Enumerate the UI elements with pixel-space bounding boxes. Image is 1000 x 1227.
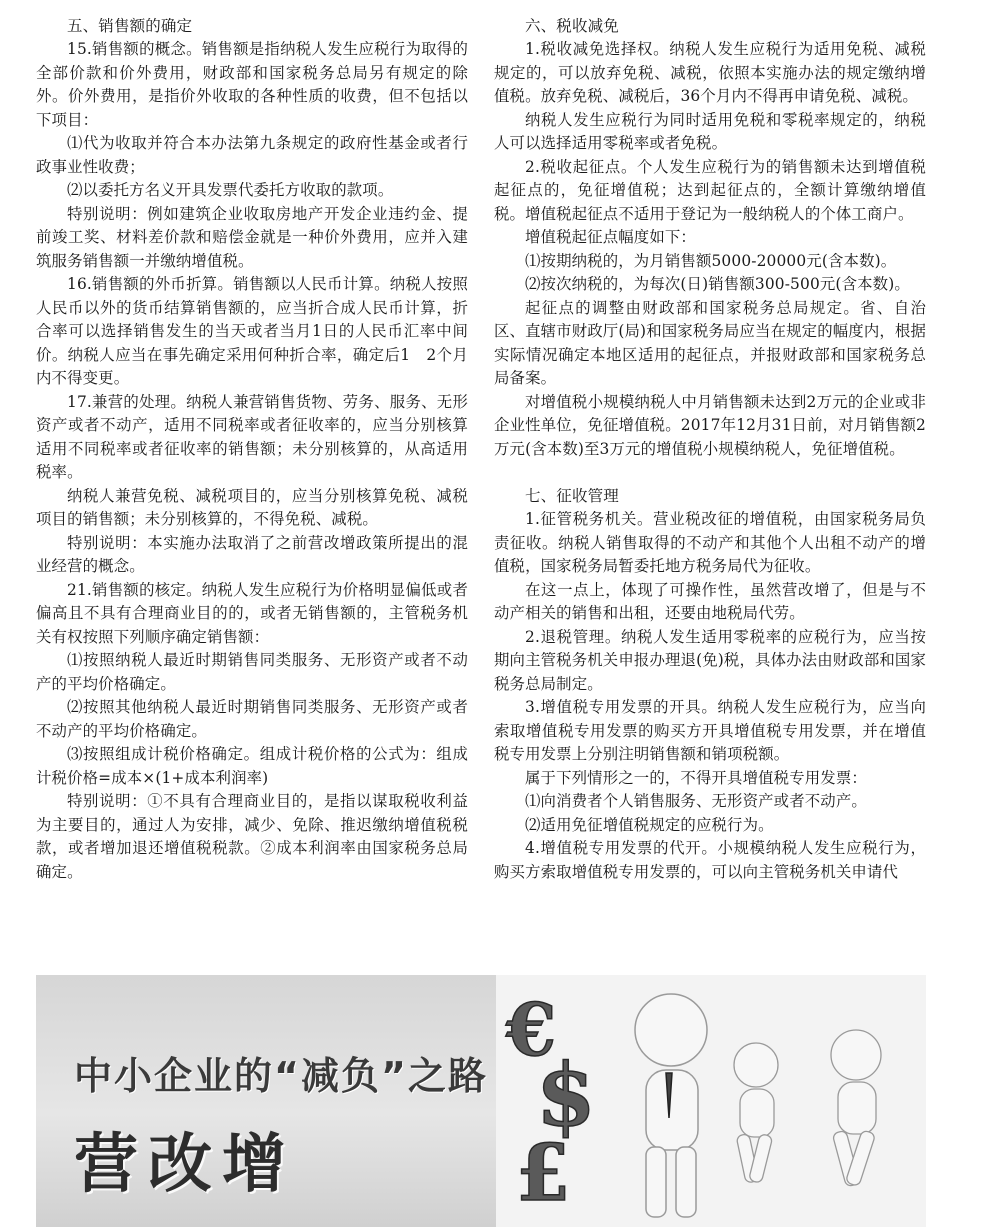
paragraph: 1.征管税务机关。营业税改征的增值税，由国家税务局负责征收。纳税人销售取得的不动产和其他个人出租不动产的增值税，国家税务局暂委托地方税务局代为征收。	[494, 510, 926, 575]
paragraph: 属于下列情形之一的，不得开具增值税专用发票：	[525, 768, 867, 787]
svg-text:€: €	[506, 987, 557, 1072]
paragraph: ⑴按期纳税的，为月销售额5000-20000元(含本数)。	[525, 251, 897, 270]
paragraph: ⑵以委托方名义开具发票代委托方收取的款项。	[67, 181, 394, 199]
svg-text:$: $	[536, 1045, 596, 1146]
paragraph: 15.销售额的概念。销售额是指纳税人发生应税行为取得的全部价款和价外费用，财政部和国家税务总局另有规定的除外。价外费用，是指价外收取的各种性质的收费，但不包括以下项目：	[36, 40, 468, 129]
paragraph: ⑴向消费者个人销售服务、无形资产或者不动产。	[525, 792, 867, 810]
paragraph: 4.增值税专用发票的代开。小规模纳税人发生应税行为，购买方索取增值税专用发票的，可以向主管税务机关申请代	[494, 839, 926, 881]
section-heading: 六、税收减免	[525, 17, 619, 35]
paragraph: 特别说明：①不具有合理商业目的，是指以谋取税收利益为主要目的，通过人为安排，减少、免除、推迟缴纳增值税税款，或者增加退还增值税税款。②成本利润率由国家税务总局确定。	[36, 792, 468, 881]
currency-symbols-icon	[505, 987, 596, 1219]
figure-large	[635, 994, 707, 1217]
paragraph: ⑵按次纳税的，为每次(日)销售额300-500元(含本数)。	[525, 275, 910, 293]
figure-small	[831, 1030, 881, 1187]
currency-figures-illustration	[496, 975, 926, 1227]
paragraph: 2.退税管理。纳税人发生适用零税率的应税行为，应当按期向主管税务机关申报办理退(免)税，具体办法由财政部和国家税务总局制定。	[494, 627, 926, 693]
svg-text:£: £	[516, 1128, 571, 1219]
figure-medium	[734, 1043, 778, 1183]
paragraph: ⑵按照其他纳税人最近时期销售同类服务、无形资产或者不动产的平均价格确定。	[36, 698, 468, 740]
section-gap	[494, 461, 926, 484]
paragraph: 特别说明：例如建筑企业收取房地产开发企业违约金、提前竣工奖、材料差价款和赔偿金就是一种价外费用，应并入建筑服务销售额一并缴纳增值税。	[36, 204, 468, 270]
paragraph: 17.兼营的处理。纳税人兼营销售货物、劳务、服务、无形资产或者不动产，适用不同税率或者征收率的，应当分别核算适用不同税率或者征收率的销售额；未分别核算的，从高适用税率。	[36, 392, 468, 481]
paragraph: 1.税收减免选择权。纳税人发生应税行为适用免税、减税规定的，可以放弃免税、减税，依照本实施办法的规定缴纳增值税。放弃免税、减税后，36个月内不得再申请免税、减税。	[494, 40, 926, 105]
paragraph: ⑵适用免征增值税规定的应税行为。	[525, 815, 774, 834]
paragraph: 16.销售额的外币折算。销售额以人民币计算。纳税人按照人民币以外的货币结算销售额的，应当折合成人民币计算，折合率可以选择销售发生的当天或者当月1日的人民币汇率中间价。纳税人应当在事先确定采用何种折合率，确定后1 2个月内不得变更。	[36, 275, 468, 387]
paragraph: ⑴代为收取并符合本办法第九条规定的政府性基金或者行政事业性收费；	[36, 134, 468, 176]
paragraph: 增值税起征点幅度如下：	[525, 228, 696, 246]
paragraph: 3.增值税专用发票的开具。纳税人发生应税行为，应当向索取增值税专用发票的购买方开具增值税专用发票，并在增值税专用发票上分别注明销售额和销项税额。	[494, 698, 926, 763]
banner-image	[36, 975, 926, 1227]
section-heading: 五、销售额的确定	[67, 17, 193, 35]
section-heading: 七、征收管理	[525, 487, 619, 505]
left-column	[36, 14, 468, 884]
paragraph: 纳税人兼营免税、减税项目的，应当分别核算免税、减税项目的销售额；未分别核算的，不得免税、减税。	[36, 486, 468, 528]
paragraph: 对增值税小规模纳税人中月销售额未达到2万元的企业或非企业性单位，免征增值税。2017年12月31日前，对月销售额2万元(含本数)至3万元的增值税小规模纳税人，免征增值税。	[494, 392, 926, 458]
paragraph: 特别说明：本实施办法取消了之前营改增政策所提出的混业经营的概念。	[36, 533, 468, 575]
paragraph: 纳税人发生应税行为同时适用免税和零税率规定的，纳税人可以选择适用零税率或者免税。	[494, 110, 926, 152]
paragraph: 2.税收起征点。个人发生应税行为的销售额未达到增值税起征点的，免征增值税；达到起征点的，全额计算缴纳增值税。增值税起征点不适用于登记为一般纳税人的个体工商户。	[494, 157, 926, 223]
right-column	[494, 14, 926, 884]
paragraph: 21.销售额的核定。纳税人发生应税行为价格明显偏低或者偏高且不具有合理商业目的的，或者无销售额的，主管税务机关有权按照下列顺序确定销售额：	[36, 580, 468, 646]
banner-big-text: 营改增	[74, 1128, 296, 1202]
paragraph: ⑴按照纳税人最近时期销售同类服务、无形资产或者不动产的平均价格确定。	[36, 651, 468, 693]
paragraph: 起征点的调整由财政部和国家税务总局规定。省、自治区、直辖市财政厅(局)和国家税务局应当在规定的幅度内，根据实际情况确定本地区适用的起征点，并报财政部和国家税务总局备案。	[494, 298, 926, 387]
paragraph: 在这一点上，体现了可操作性，虽然营改增了，但是与不动产相关的销售和出租，还要由地税局代劳。	[494, 580, 926, 622]
banner-title: 中小企业的“减负”之路	[74, 1054, 488, 1098]
paragraph: ⑶按照组成计税价格确定。组成计税价格的公式为：组成计税价格=成本×(1+成本利润率)	[36, 745, 468, 787]
